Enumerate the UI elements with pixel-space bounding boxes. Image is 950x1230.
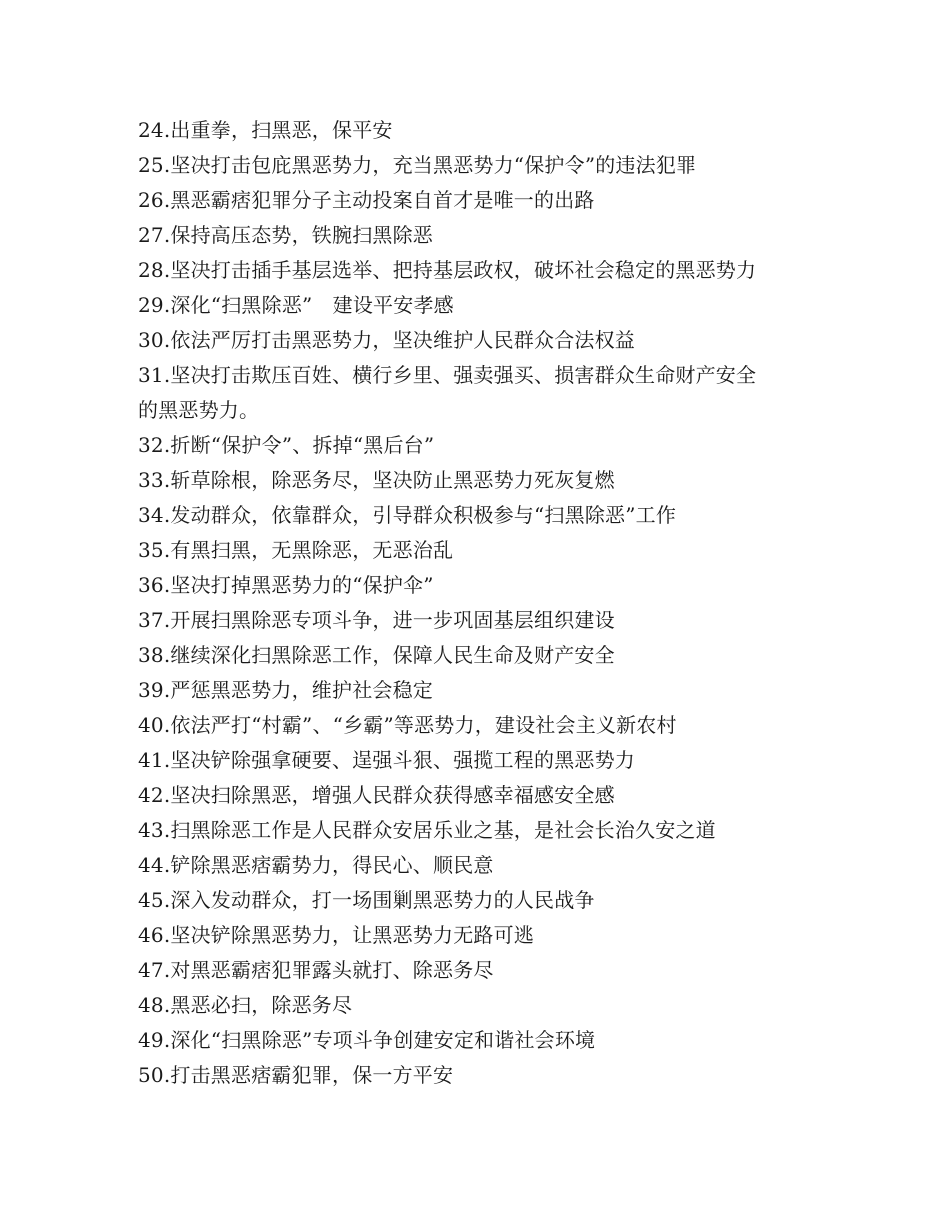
document-line: 49.深化“扫黑除恶”专项斗争创建安定和谐社会环境: [138, 1028, 596, 1052]
document-line: 33.斩草除根，除恶务尽，坚决防止黑恶势力死灰复燃: [138, 468, 615, 492]
document-line: 36.坚决打掉黑恶势力的“保护伞”: [138, 573, 434, 597]
document-line: 38.继续深化扫黑除恶工作，保障人民生命及财产安全: [138, 643, 615, 667]
document-line: 50.打击黑恶痞霸犯罪，保一方平安: [138, 1063, 454, 1087]
document-line: 44.铲除黑恶痞霸势力，得民心、顺民意: [138, 853, 494, 877]
document-line: 32.折断“保护令”、拆掉“黑后台”: [138, 433, 435, 457]
document-line: 42.坚决扫除黑恶，增强人民群众获得感幸福感安全感: [138, 783, 615, 807]
document-line: 27.保持高压态势，铁腕扫黑除恶: [138, 223, 434, 247]
document-line: 37.开展扫黑除恶专项斗争，进一步巩固基层组织建设: [138, 608, 615, 632]
document-line: 29.深化“扫黑除恶” 建设平安孝感: [138, 293, 454, 317]
document-line: 40.依法严打“村霸”、“乡霸”等恶势力，建设社会主义新农村: [138, 713, 677, 737]
document-line: 46.坚决铲除黑恶势力，让黑恶势力无路可逃: [138, 923, 535, 947]
document-line: 47.对黑恶霸痞犯罪露头就打、除恶务尽: [138, 958, 494, 982]
document-line: 24.出重拳，扫黑恶，保平安: [138, 118, 393, 142]
document-line: 28.坚决打击插手基层选举、把持基层政权，破坏社会稳定的黑恶势力: [138, 258, 757, 282]
document-line: 26.黑恶霸痞犯罪分子主动投案自首才是唯一的出路: [138, 188, 595, 212]
document-line: 30.依法严厉打击黑恶势力，坚决维护人民群众合法权益: [138, 328, 636, 352]
document-line: 45.深入发动群众，打一场围剿黑恶势力的人民战争: [138, 888, 595, 912]
document-line: 48.黑恶必扫，除恶务尽: [138, 993, 353, 1017]
document-line: 41.坚决铲除强拿硬要、逞强斗狠、强揽工程的黑恶势力: [138, 748, 636, 772]
document-line: 34.发动群众，依靠群众，引导群众积极参与“扫黑除恶”工作: [138, 503, 677, 527]
document-line: 35.有黑扫黑，无黑除恶，无恶治乱: [138, 538, 454, 562]
document-body: [138, 113, 828, 1093]
document-line: 的黑恶势力。: [138, 398, 260, 422]
document-line: 31.坚决打击欺压百姓、横行乡里、强卖强买、损害群众生命财产安全: [138, 363, 757, 387]
document-line: 43.扫黑除恶工作是人民群众安居乐业之基，是社会长治久安之道: [138, 818, 716, 842]
document-line: 39.严惩黑恶势力，维护社会稳定: [138, 678, 434, 702]
document-line: 25.坚决打击包庇黑恶势力，充当黑恶势力“保护令”的违法犯罪: [138, 153, 697, 177]
